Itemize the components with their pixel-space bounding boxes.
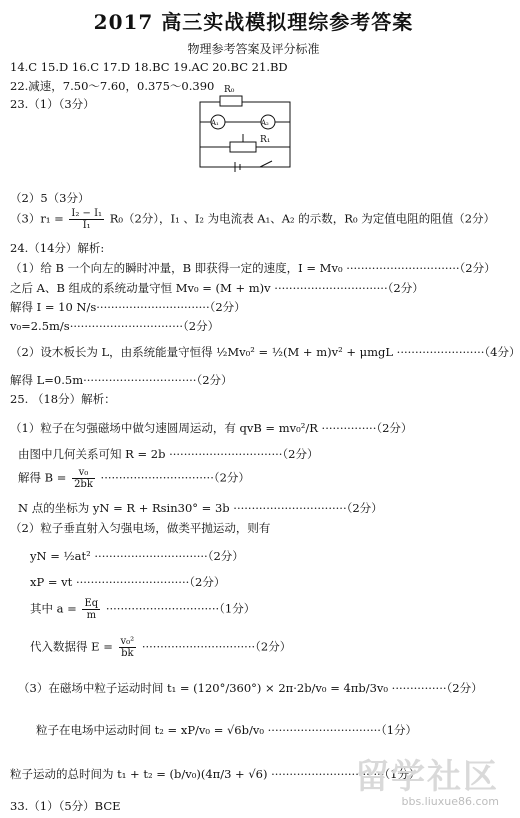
- q25-step8: [30, 598, 255, 621]
- q33-answer: 33.（1）（5分）BCE: [10, 799, 121, 813]
- fraction-denominator: m: [86, 610, 97, 621]
- q24-step4: v₀=2.5m/s·······························（2分）: [10, 319, 220, 333]
- q23-part3-suffix: R₀（2分），I₁ 、I₂ 为电流表 A₁、A₂ 的示数，R₀ 为定值电阻的阻值（2分）: [109, 211, 496, 226]
- q25-step4: N 点的坐标为 yN = R + Rsin30° = 3b ·······························（2分）: [18, 501, 383, 515]
- watermark-brand: 留学社区: [355, 757, 499, 797]
- q25-step8-suffix: ·······························（1分）: [105, 601, 256, 616]
- q25-step10: （3）在磁场中粒子运动时间 t₁ = (120°/360°) × 2π·2b/v₀ = 4πb/3v₀ ···············（2分）: [18, 681, 483, 695]
- fraction-denominator: 2bk: [74, 479, 93, 490]
- circuit-diagram: [180, 85, 310, 192]
- q25-step2: 由图中几何关系可知 R = 2b ·······························（2分）: [18, 447, 319, 461]
- q24-step6: 解得 L=0.5m·······························（2分）: [10, 373, 233, 387]
- q25-b-fraction: [72, 467, 95, 490]
- fraction-denominator: I₁: [82, 220, 91, 231]
- page-subtitle: 物理参考答案及评分标准: [187, 42, 320, 56]
- q25-step9: [30, 636, 291, 659]
- q25-step9-prefix: 代入数据得 E =: [30, 639, 113, 654]
- a2-label: A₂: [261, 119, 269, 127]
- q24-step1: （1）给 B 一个向左的瞬时冲量，B 即获得一定的速度，I = Mv₀ ·······························（2分）: [10, 261, 496, 275]
- page-title: 2017 高三实战模拟理综参考答案: [93, 10, 414, 34]
- watermark: [355, 759, 499, 808]
- q23-part1: 23.（1）（3分）: [10, 97, 95, 111]
- q23-part2: （2）5（3分）: [10, 191, 90, 205]
- q25-step3-suffix: ·······························（2分）: [100, 470, 250, 485]
- q25-step11: 粒子在电场中运动时间 t₂ = xP/v₀ = √6b/v₀ ·······························（1分）: [36, 723, 418, 737]
- q25-step3: [18, 467, 250, 490]
- q25-a-fraction: [82, 598, 100, 621]
- q24-heading: 24.（14分）解析:: [10, 241, 105, 255]
- q25-step9-suffix: ·······························（2分）: [141, 639, 292, 654]
- q25-step1: （1）粒子在匀强磁场中做匀速圆周运动，有 qvB = mv₀²/R ···············（2分）: [10, 421, 413, 435]
- q23-part3: [10, 208, 495, 231]
- q25-step3-prefix: 解得 B =: [18, 470, 67, 485]
- q25-step7: xP = vt ·······························（2分）: [30, 575, 226, 589]
- fraction-numerator: Eq: [84, 598, 99, 609]
- q22-answer: 22.减速，7.50～7.60，0.375～0.390: [10, 79, 215, 93]
- q25-step12: 粒子运动的总时间为 t₁ + t₂ = (b/v₀)(4π/3 + √6) ·······························（1分）: [10, 767, 421, 781]
- r0-label: R₀: [224, 85, 235, 95]
- q25-step6: yN = ½at² ·······························（2分）: [30, 549, 244, 563]
- fraction-numerator: v₀²: [120, 636, 135, 647]
- q25-e-fraction: [119, 636, 137, 659]
- fraction-numerator: I₂ − I₁: [71, 208, 103, 219]
- r1-label: R₁: [260, 135, 271, 145]
- q24-step3: 解得 I = 10 N/s·······························（2分）: [10, 300, 246, 314]
- q24-step2: 之后 A、B 组成的系统动量守恒 Mv₀ = (M + m)v ·······························（2分）: [10, 281, 424, 295]
- q25-heading: 25. （18分）解析：: [10, 392, 116, 406]
- q23-fraction: [69, 208, 104, 231]
- a1-label: A₁: [211, 119, 219, 127]
- watermark-url: bbs.liuxue86.com: [401, 795, 499, 808]
- fraction-numerator: v₀: [72, 467, 95, 479]
- q25-step8-prefix: 其中 a =: [30, 601, 77, 616]
- q23-part3-prefix: （3）r₁ =: [10, 211, 64, 226]
- fraction-denominator: bk: [121, 648, 134, 659]
- choice-answers: 14.C 15.D 16.C 17.D 18.BC 19.AC 20.BC 21.BD: [10, 60, 288, 74]
- q24-step5: （2）设木板长为 L，由系统能量守恒得 ½Mv₀² = ½(M + m)v² + μmgL ························（4分）: [10, 345, 520, 359]
- q25-step5: （2）粒子垂直射入匀强电场，做类平抛运动，则有: [10, 521, 271, 535]
